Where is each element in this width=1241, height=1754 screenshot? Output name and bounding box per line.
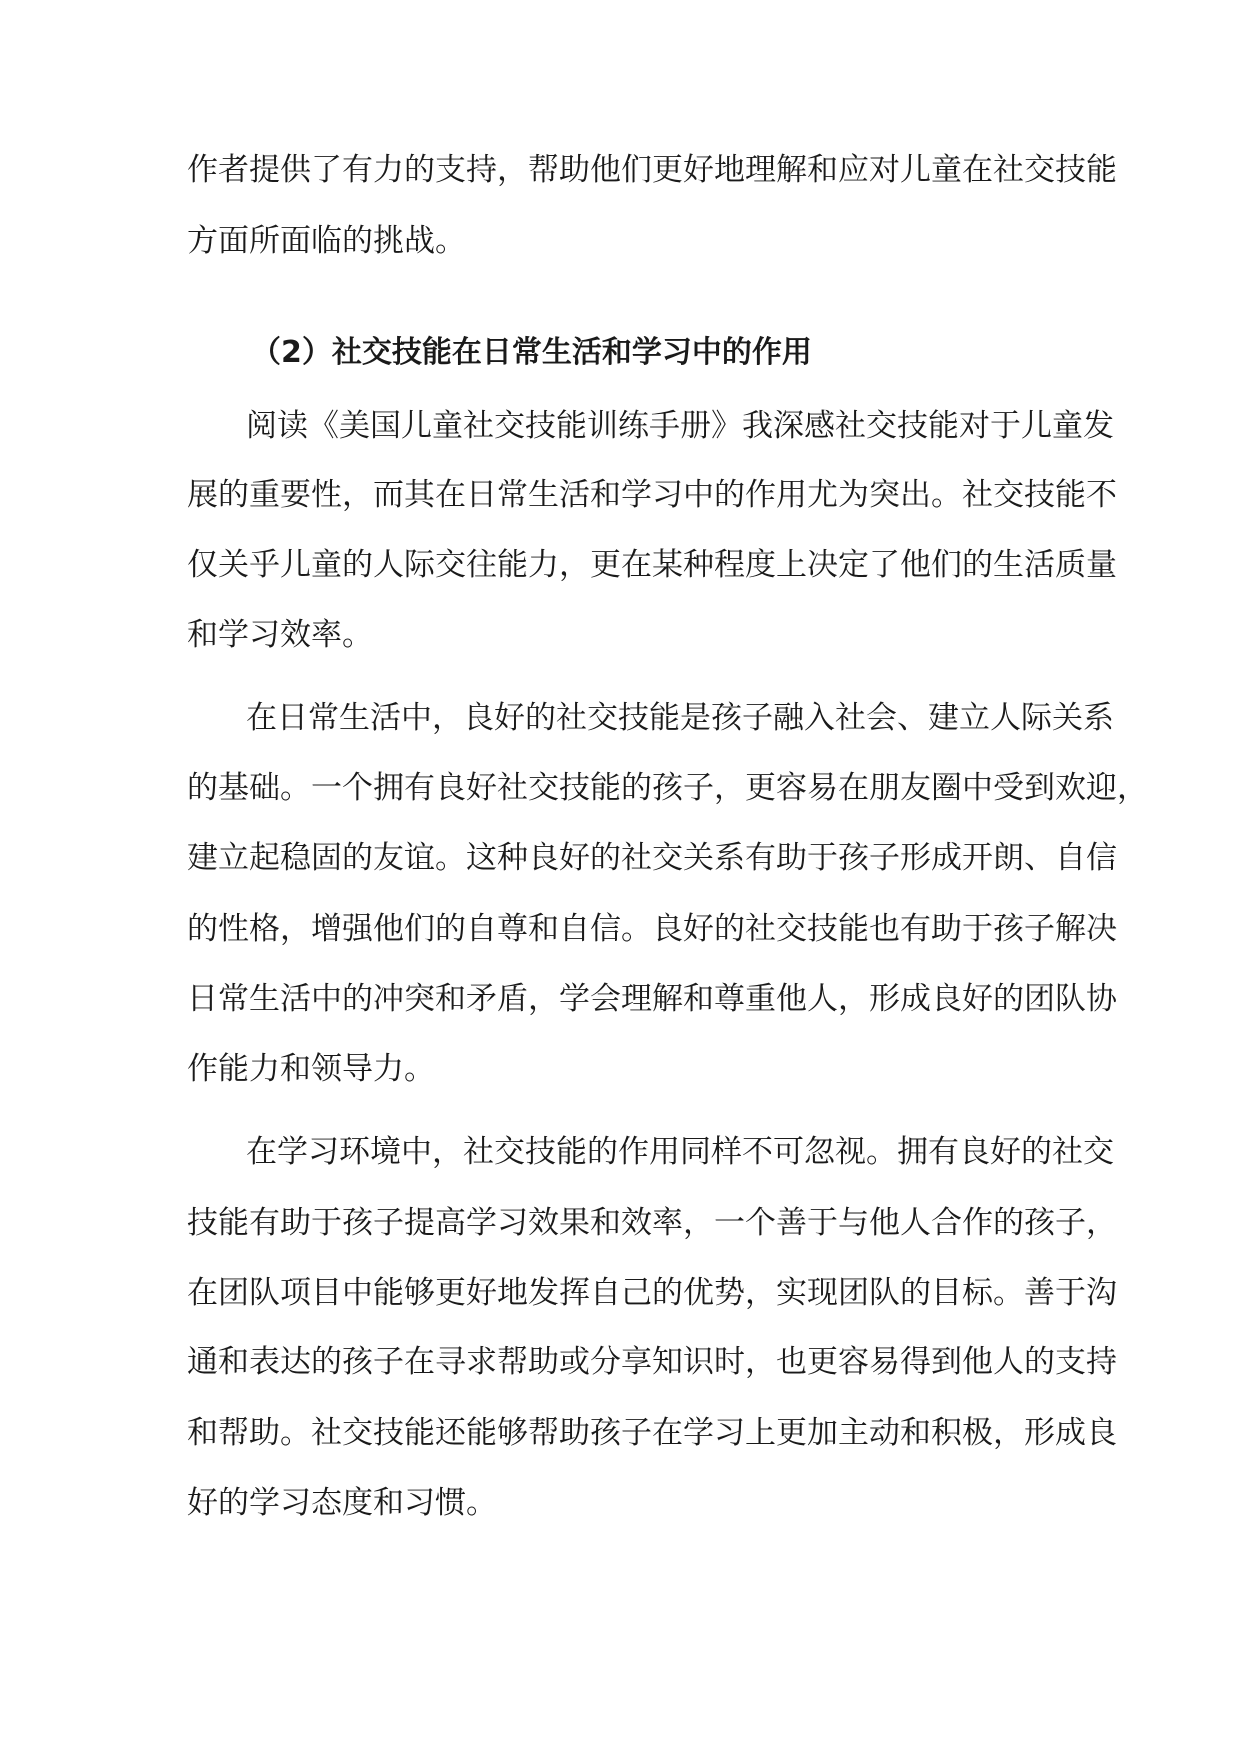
intro-line-2: 方面所面临的挑战。 — [187, 223, 466, 259]
paragraph-1-line-2: 展的重要性，而其在日常生活和学习中的作用尤为突出。社交技能不 — [187, 477, 1117, 513]
paragraph-3-line-3: 在团队项目中能够更好地发挥自己的优势，实现团队的目标。善于沟 — [187, 1275, 1117, 1311]
paragraph-3-line-4: 通和表达的孩子在寻求帮助或分享知识时，也更容易得到他人的支持 — [187, 1344, 1117, 1380]
paragraph-3-line-1: 在学习环境中，社交技能的作用同样不可忽视。拥有良好的社交 — [246, 1134, 1114, 1170]
paragraph-2-line-4: 的性格，增强他们的自尊和自信。良好的社交技能也有助于孩子解决 — [187, 911, 1117, 947]
paragraph-2-line-2: 的基础。一个拥有良好社交技能的孩子，更容易在朋友圈中受到欢迎， — [187, 770, 1148, 806]
paragraph-1-line-3: 仅关乎儿童的人际交往能力，更在某种程度上决定了他们的生活质量 — [187, 547, 1117, 583]
paragraph-2-line-3: 建立起稳固的友谊。这种良好的社交关系有助于孩子形成开朗、自信 — [187, 840, 1117, 876]
intro-line-1: 作者提供了有力的支持，帮助他们更好地理解和应对儿童在社交技能 — [187, 152, 1117, 188]
paragraph-1-line-4: 和学习效率。 — [187, 617, 373, 653]
paragraph-3-line-5: 和帮助。社交技能还能够帮助孩子在学习上更加主动和积极，形成良 — [187, 1415, 1117, 1451]
paragraph-1-line-1: 阅读《美国儿童社交技能训练手册》我深感社交技能对于儿童发 — [246, 408, 1114, 444]
paragraph-3-line-6: 好的学习态度和习惯。 — [187, 1485, 497, 1521]
paragraph-3-line-2: 技能有助于孩子提高学习效果和效率，一个善于与他人合作的孩子， — [187, 1205, 1117, 1241]
paragraph-2-line-5: 日常生活中的冲突和矛盾，学会理解和尊重他人，形成良好的团队协 — [187, 981, 1117, 1017]
paragraph-2-line-1: 在日常生活中，良好的社交技能是孩子融入社会、建立人际关系 — [246, 700, 1114, 736]
paragraph-2-line-6: 作能力和领导力。 — [187, 1051, 435, 1087]
section-heading: （2）社交技能在日常生活和学习中的作用 — [251, 335, 812, 370]
